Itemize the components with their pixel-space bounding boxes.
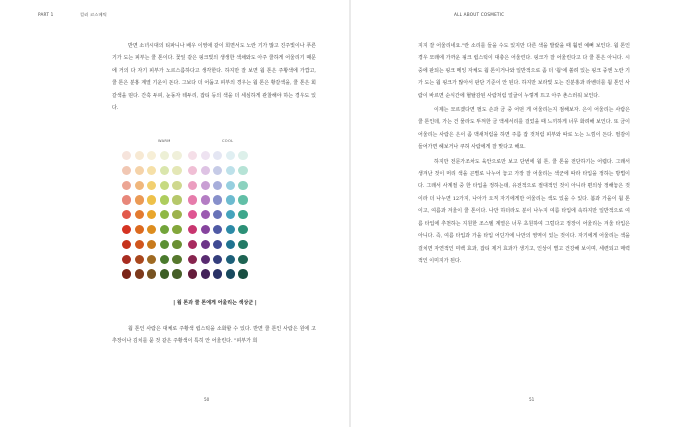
warm-swatch xyxy=(122,181,131,190)
cool-swatch xyxy=(226,255,235,264)
warm-swatch xyxy=(147,195,156,204)
warm-swatch xyxy=(172,166,181,175)
cool-swatch xyxy=(188,240,197,249)
left-bottom-paragraph: 웜 톤인 사람은 대체로 주황색 립스틱을 소화할 수 있다. 반면 쿨 톤인 사람은 원에 고추장이나 김치를 묻 것 같은 주황색이 특히 안 어울린다. "피부가 희 xyxy=(112,326,316,345)
warm-swatch xyxy=(135,225,144,234)
cool-swatch xyxy=(238,195,247,204)
cool-swatch xyxy=(238,151,247,160)
cool-swatch xyxy=(188,225,197,234)
cool-swatch xyxy=(238,181,247,190)
cool-swatch xyxy=(213,225,222,234)
warm-swatch xyxy=(160,151,169,160)
cool-swatch xyxy=(213,166,222,175)
warm-swatch xyxy=(160,166,169,175)
cool-swatch xyxy=(238,240,247,249)
warm-swatch xyxy=(172,195,181,204)
cool-swatch xyxy=(213,195,222,204)
cool-swatch xyxy=(238,166,247,175)
running-head-part: PART 1 xyxy=(38,12,54,17)
warm-label: WARM xyxy=(158,139,171,143)
warm-swatch xyxy=(122,225,131,234)
cool-swatch xyxy=(201,269,210,278)
page-number-left: 50 xyxy=(204,397,210,402)
cool-swatch xyxy=(213,255,222,264)
cool-swatch xyxy=(238,255,247,264)
cool-swatch xyxy=(188,255,197,264)
cool-label: COOL xyxy=(222,139,234,143)
right-paragraph-3: 하지만 전문가조차도 육안으로만 보고 단번에 웜 톤, 쿨 톤을 전단하기는 어렵다. 그래서 생겨난 것이 머리 색을 곤별로 나누어 놓고 가장 잘 어울리는 색군에 따라 타입을 정하는 방법이다. 그래서 사계절 중 한 타입을 정하는데, 유전적으로 절대적인 것이 아니라 편의상 정해놓은 것이라 더 나누면 12가지, 나아가 오직 자기에게만 어울리는 색도 있을 수 있다. 봄과 가을이 웜 톤이고, 여름과 겨울이 쿨 톤이다. 나만 하더라도 분이 나누지 여름 타입에 속하지만 일반적으로 여름 타입에 추천하는 지원한 조스텔 계열은 너무 초원하여 그럴다고 정장이 어울리는 겨울 타입은 아니다. 즉, 여름 타입과 가을 타입 어딘가에 나만의 영역이 있는 것이다. 자기에게 어울리는 색을 걸치면 자연적인 미백 효과, 잡티 제거 효과가 생기고, 인상이 별고 건강해 보이며, 세련되고 매력적인 이미지가 된다. xyxy=(418,158,630,264)
warm-swatch xyxy=(160,240,169,249)
cool-swatch xyxy=(226,166,235,175)
warm-swatch xyxy=(160,195,169,204)
warm-swatch xyxy=(147,210,156,219)
right-page-text xyxy=(418,40,630,267)
warm-swatch xyxy=(122,151,131,160)
right-paragraph-2: 이제는 모르겠다면 펄도 손과 금 중 어떤 게 어울리는지 점해보자. 은이 어울리는 사람은 쿨 톤인데, 가는 건 물라도 뚜껴한 금 액세서리를 걸었을 때 느끼하게 너무 화려해 보인다. 또 금이 어울리는 사람은 은이 좀 맥새처럼을 하면 주름 잡 것처럼 피부와 따로 노는 느낌이 든다. 펄감이 들어가면 헤보거나 쿠허 사람에게 잘 맞다고 해요. xyxy=(418,107,630,151)
cool-swatch xyxy=(226,181,235,190)
left-top-paragraph: 반면 소녀시대의 티파니나 배우 이영애 같이 희면서도 노란 기가 많고 진주빛이나 푸른 기가 도는 피부는 쿨 톤이다. 꽃잎 같은 핑크빛의 생생한 색채와도 아주 쿨하게 어울리기 때문에 거의 다 자기 피부가 노르스름하다고 생각한다. 하지만 잘 보면 웜 톤은 주황색에 가깝고, 쿨 톤은 분홍 계열 기운이 돈다. 그보다 더 어둡고 피부의 경우는 웜 톤은 황갈색을, 쿨 톤은 회갈색을 띤다. 간혹 두피, 눈동자 테두리, 잡티 등의 색을 더 세심하게 관찰해야 하는 경우도 있다. xyxy=(112,43,316,112)
warm-swatch xyxy=(122,195,131,204)
cool-swatch xyxy=(213,210,222,219)
warm-swatch xyxy=(172,240,181,249)
cool-swatch xyxy=(213,181,222,190)
warm-swatch xyxy=(135,269,144,278)
color-palette xyxy=(112,147,298,287)
warm-swatch xyxy=(172,151,181,160)
cool-swatch xyxy=(226,269,235,278)
cool-swatch xyxy=(201,225,210,234)
cool-swatch xyxy=(226,210,235,219)
warm-swatch xyxy=(122,240,131,249)
warm-swatch xyxy=(147,240,156,249)
cool-swatch xyxy=(201,210,210,219)
cool-swatch xyxy=(201,240,210,249)
warm-swatch xyxy=(160,269,169,278)
figure-caption: | 웜 톤과 쿨 톤에게 어울리는 색상군 | xyxy=(173,300,257,306)
cool-swatch xyxy=(238,269,247,278)
cool-swatch xyxy=(201,195,210,204)
cool-swatch xyxy=(238,210,247,219)
cool-swatch xyxy=(188,195,197,204)
cool-swatch xyxy=(188,166,197,175)
cool-swatch xyxy=(226,240,235,249)
cool-swatch xyxy=(213,151,222,160)
cool-swatch xyxy=(188,269,197,278)
warm-swatch xyxy=(172,181,181,190)
cool-swatch xyxy=(201,151,210,160)
cool-swatch xyxy=(201,166,210,175)
warm-swatch xyxy=(147,255,156,264)
warm-swatch xyxy=(135,210,144,219)
warm-swatch xyxy=(122,255,131,264)
warm-swatch xyxy=(135,181,144,190)
warm-swatch xyxy=(160,181,169,190)
cool-swatch xyxy=(213,240,222,249)
warm-swatch xyxy=(122,166,131,175)
warm-swatch xyxy=(147,225,156,234)
page-number-right: 51 xyxy=(529,397,535,402)
warm-swatch xyxy=(135,166,144,175)
running-head-chapter: 컬러 코스메틱 xyxy=(80,12,108,17)
warm-swatch xyxy=(135,195,144,204)
warm-swatch xyxy=(172,225,181,234)
cool-swatch xyxy=(201,255,210,264)
right-paragraph-1: 지지 잘 어울리네요."란 소리를 들을 수도 있지만 다른 색을 발랐을 때 훨씬 예뻐 보인다. 웜 톤인 경우 모래에 가까운 핑크 립스틱이 대충은 어울린다. 핑크가 잘 어울린다고 다 쿨 톤은 아니다. 시중에 판되는 핑크 메잉 자체도 웜 톤이거나와 일반적으로 좀 더 '웜'에 쏠려 있는 핑크 중엔 노란 기가 도는 웜 핑크가 많아서 판단 기준이 안 된다. 하지만 보라빛 도는 진분홍과 라벤더를 웜 톤인 사람이 바르면 순식간에 혈탈감된 사람처럼 얼굴이 누렇게 뜨고 아주 촌스러워 보인다. xyxy=(418,43,630,99)
warm-swatch xyxy=(147,166,156,175)
cool-swatch xyxy=(188,181,197,190)
book-gutter xyxy=(349,0,351,427)
warm-swatch xyxy=(172,269,181,278)
cool-swatch xyxy=(213,269,222,278)
cool-swatch xyxy=(226,225,235,234)
cool-swatch xyxy=(226,151,235,160)
warm-swatch xyxy=(147,151,156,160)
warm-swatch xyxy=(147,269,156,278)
warm-swatch xyxy=(172,255,181,264)
running-head-right: ALL ABOUT COSMETIC xyxy=(454,12,505,17)
cool-swatch xyxy=(188,210,197,219)
warm-swatch xyxy=(135,240,144,249)
cool-swatch xyxy=(226,195,235,204)
warm-swatch xyxy=(172,210,181,219)
cool-swatch xyxy=(201,181,210,190)
warm-swatch xyxy=(160,225,169,234)
warm-swatch xyxy=(122,269,131,278)
warm-swatch xyxy=(160,255,169,264)
warm-swatch xyxy=(122,210,131,219)
warm-swatch xyxy=(147,181,156,190)
warm-swatch xyxy=(160,210,169,219)
cool-swatch xyxy=(238,225,247,234)
cool-swatch xyxy=(188,151,197,160)
warm-swatch xyxy=(135,255,144,264)
warm-swatch xyxy=(135,151,144,160)
